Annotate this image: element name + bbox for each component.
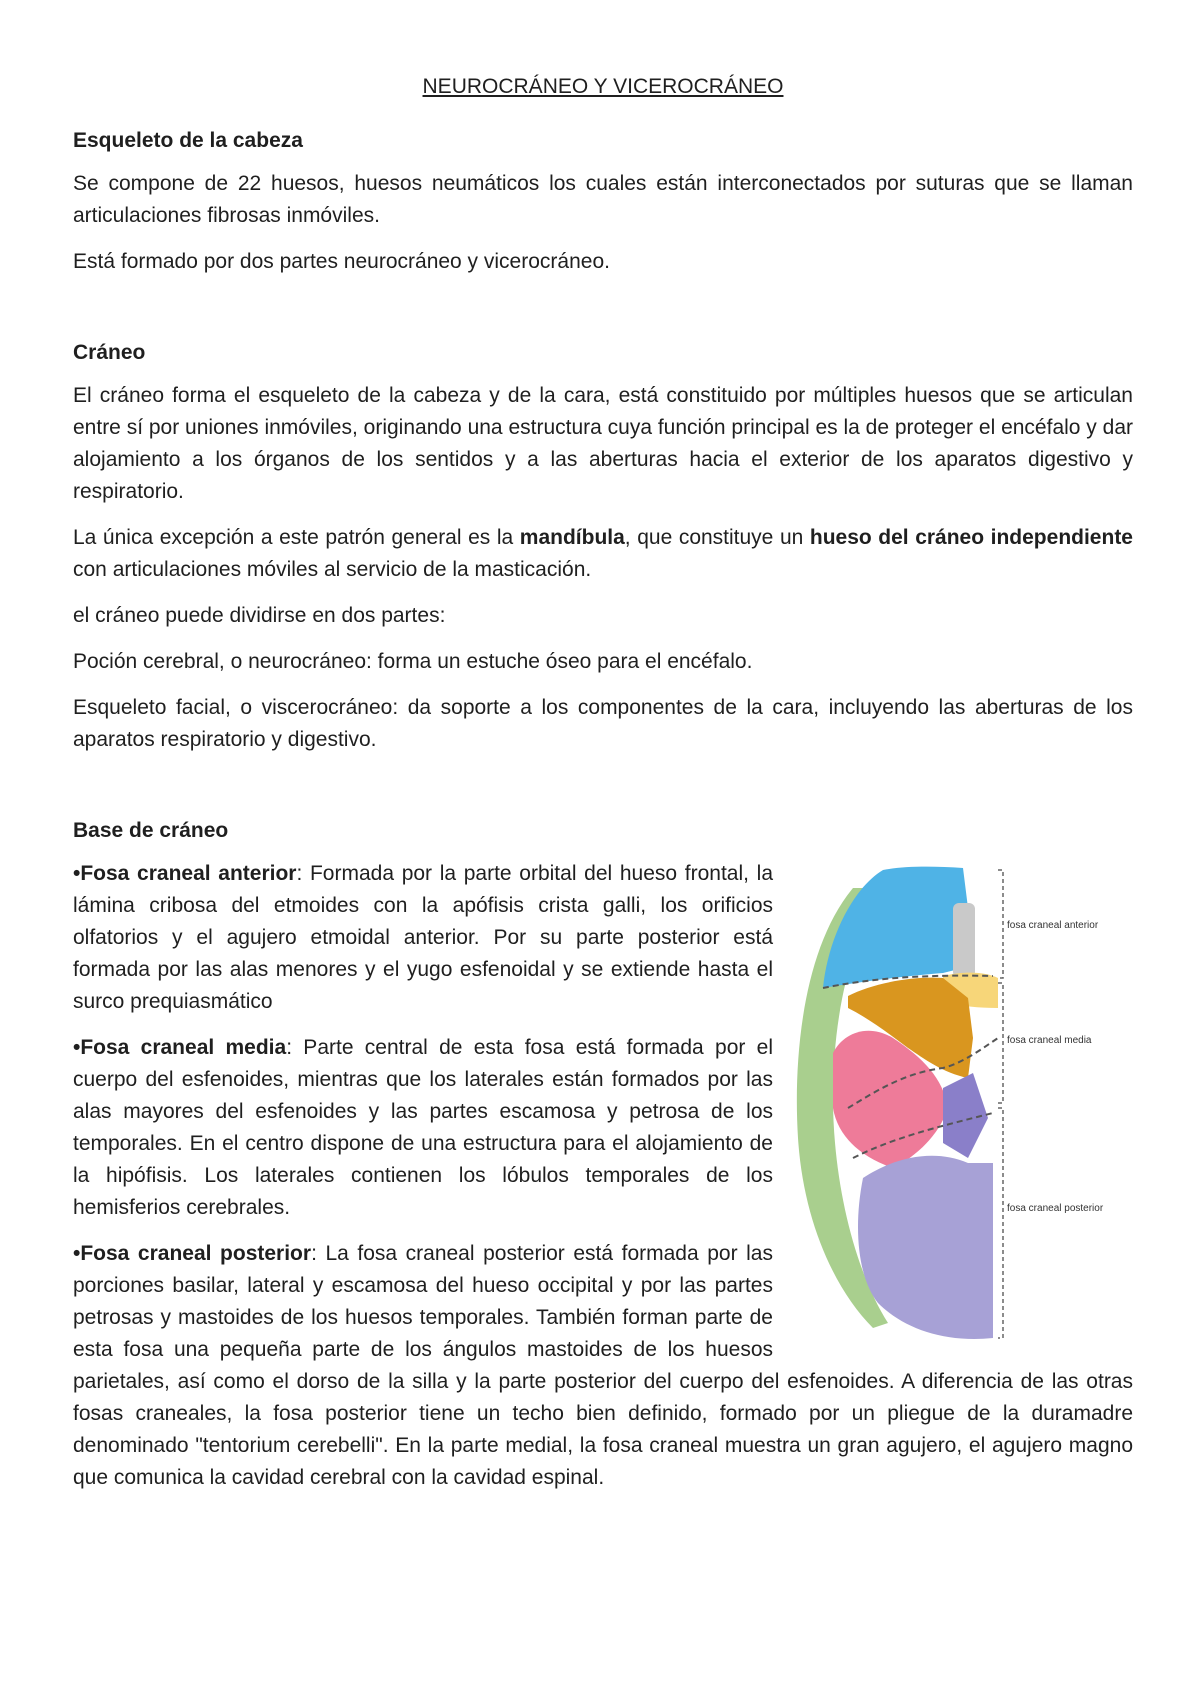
bold-term-fosa-media: •Fosa craneal media <box>73 1036 287 1059</box>
section-heading-esqueleto: Esqueleto de la cabeza <box>73 129 303 152</box>
ethmoid-region <box>953 903 975 978</box>
fosa-anterior-region <box>823 867 968 988</box>
paragraph: Se compone de 22 huesos, huesos neumáticos los cuales están interconectados por suturas que se llaman articulaciones fibrosas inmóviles. <box>73 172 1133 227</box>
text-run: : Formada por la parte orbital del hueso frontal, la lámina cribosa del etmoides con la apófisis crista galli, los orificios olfatorios y el agujero etmoidal anterior. Por su parte posterior está formada por las alas menores y el yugo esfenoidal y se extiende hasta el surco prequiasmático <box>73 862 773 1013</box>
bold-term-fosa-anterior: •Fosa craneal anterior <box>73 862 297 885</box>
skull-base-figure <box>793 858 1133 1348</box>
text-run: con articulaciones móviles al servicio de la masticación. <box>73 558 592 581</box>
label-fosa-anterior: fosa craneal anterior <box>1007 920 1099 931</box>
paragraph: El cráneo forma el esqueleto de la cabeza y de la cara, está constituido por múltiples huesos que se articulan entre sí por uniones inmóviles, originando una estructura cuya función principal es la de proteger el encéfalo y dar alojamiento a los órganos de los sentidos y a las aberturas hacia el exterior de los aparatos digestivo y respiratorio. <box>73 384 1133 503</box>
label-fosa-posterior: fosa craneal posterior <box>1007 1203 1104 1214</box>
paragraph: Esqueleto facial, o viscerocráneo: da soporte a los componentes de la cara, incluyendo las aberturas de los aparatos respiratorio y digestivo. <box>73 696 1133 751</box>
text-run: , que constituye un <box>624 526 810 549</box>
document-page <box>73 72 1133 1508</box>
section-heading-craneo: Cráneo <box>73 341 146 364</box>
paragraph-mandibula <box>73 522 1133 586</box>
skull-base-illustration <box>793 858 1133 1348</box>
paragraph: Está formado por dos partes neurocráneo y vicerocráneo. <box>73 250 610 273</box>
fosa-section <box>73 858 1133 1494</box>
section-heading-base-craneo: Base de cráneo <box>73 819 229 842</box>
paragraph: Poción cerebral, o neurocráneo: forma un estuche óseo para el encéfalo. <box>73 650 753 673</box>
text-run: La única excepción a este patrón general es la <box>73 526 520 549</box>
bold-term-hueso-independiente: hueso del cráneo independiente <box>809 526 1133 549</box>
page-title: NEUROCRÁNEO Y VICEROCRÁNEO <box>422 75 784 98</box>
text-run: : Parte central de esta fosa está formada por el cuerpo del esfenoides, mientras que los laterales están formados por las alas mayores del esfenoides y las partes escamosa y petrosa de los temporales. En el centro dispone de una estructura para el alojamiento de la hipófisis. Los laterales contienen los lóbulos temporales de los hemisferios cerebrales. <box>73 1036 773 1219</box>
bold-term-fosa-posterior: •Fosa craneal posterior <box>73 1242 312 1265</box>
text-run: : La fosa craneal posterior está formada por las porciones basilar, lateral y escamosa del hueso occipital y por las partes petrosas y mastoides de los huesos temporales. También forman parte de esta fosa una pequeña parte de los ángulos mastoides de los huesos parietales, así como el dorso de la silla y la parte posterior del cuerpo del esfenoides. A diferencia de las otras fosas craneales, la fosa posterior tiene un techo bien definido, formado por un pliegue de la duramadre denominado "tentorium cerebelli". En la parte medial, la fosa craneal muestra un gran agujero, el agujero magno que comunica la cavidad cerebral con la cavidad espinal. <box>73 1242 1133 1489</box>
bold-term-mandibula: mandíbula <box>519 526 625 549</box>
label-fosa-media: fosa craneal media <box>1007 1035 1092 1046</box>
paragraph: el cráneo puede dividirse en dos partes: <box>73 604 446 627</box>
